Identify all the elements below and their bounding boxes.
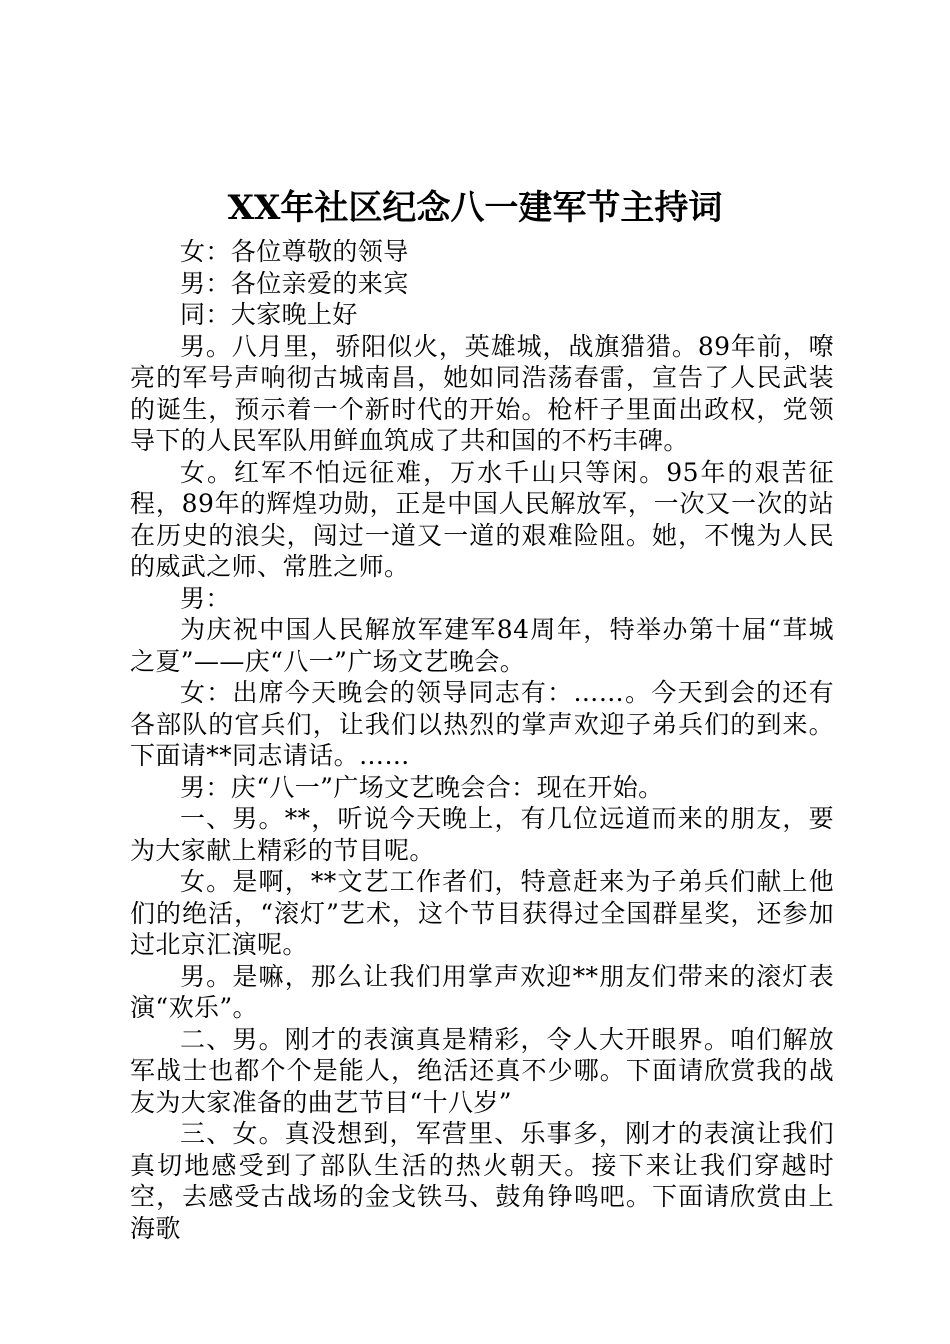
paragraph: 男： [180, 583, 231, 613]
paragraph: 男：各位亲爱的来宾 [180, 268, 409, 298]
paragraph: 三、女。真没想到，军营里、乐事多，刚才的表演让我们真切地感受到了部队生活的热火朝天。接下来让我们穿越时空，去感受古战场的金戈铁马、鼓角铮鸣吧。下面请欣赏由上海歌 [130, 1119, 834, 1243]
paragraph: 男：庆“八一”广场文艺晚会合：现在开始。 [180, 772, 664, 802]
paragraph: 女：出席今天晚会的领导同志有：……。今天到会的还有各部队的官兵们，让我们以热烈的掌声欢迎子弟兵们的到来。下面请**同志请话。…… [130, 678, 834, 770]
paragraph: 同：大家晚上好 [180, 300, 358, 329]
paragraph: 女。是啊，**文艺工作者们，特意赶来为子弟兵们献上他们的绝活，“滚灯”艺术，这个节目获得过全国群星奖，还参加过北京汇演呢。 [130, 867, 834, 959]
paragraph: 男。是嘛，那么让我们用掌声欢迎**朋友们带来的滚灯表演“欢乐”。 [130, 961, 834, 1022]
paragraph: 女：各位尊敬的领导 [180, 237, 409, 266]
paragraph: 男。八月里，骄阳似火，英雄城，战旗猎猎。89年前，嘹亮的军号声响彻古城南昌，她如同浩荡春雷，宣告了人民武装的诞生，预示着一个新时代的开始。枪杆子里面出政权，党领导下的人民军队用鲜血筑成了共和国的不朽丰碑。 [130, 331, 834, 455]
paragraph: 为庆祝中国人民解放军建军84周年，特举办第十届“茸城之夏”——庆“八一”广场文艺晚会。 [130, 615, 834, 676]
document-title: XX年社区纪念八一建军节主持词 [227, 188, 723, 228]
paragraph: 一、男。**，听说今天晚上，有几位远道而来的朋友，要为大家献上精彩的节目呢。 [130, 804, 834, 865]
paragraph: 女。红军不怕远征难，万水千山只等闲。95年的艰苦征程，89年的辉煌功勋，正是中国人民解放军，一次又一次的站在历史的浪尖，闯过一道又一道的艰难险阻。她，不愧为人民的威武之师、常胜之师。 [130, 457, 834, 581]
document-body [130, 236, 834, 1244]
paragraph: 二、男。刚才的表演真是精彩，令人大开眼界。咱们解放军战士也都个个是能人，绝活还真不少哪。下面请欣赏我的战友为大家准备的曲艺节目“十八岁” [130, 1024, 834, 1117]
